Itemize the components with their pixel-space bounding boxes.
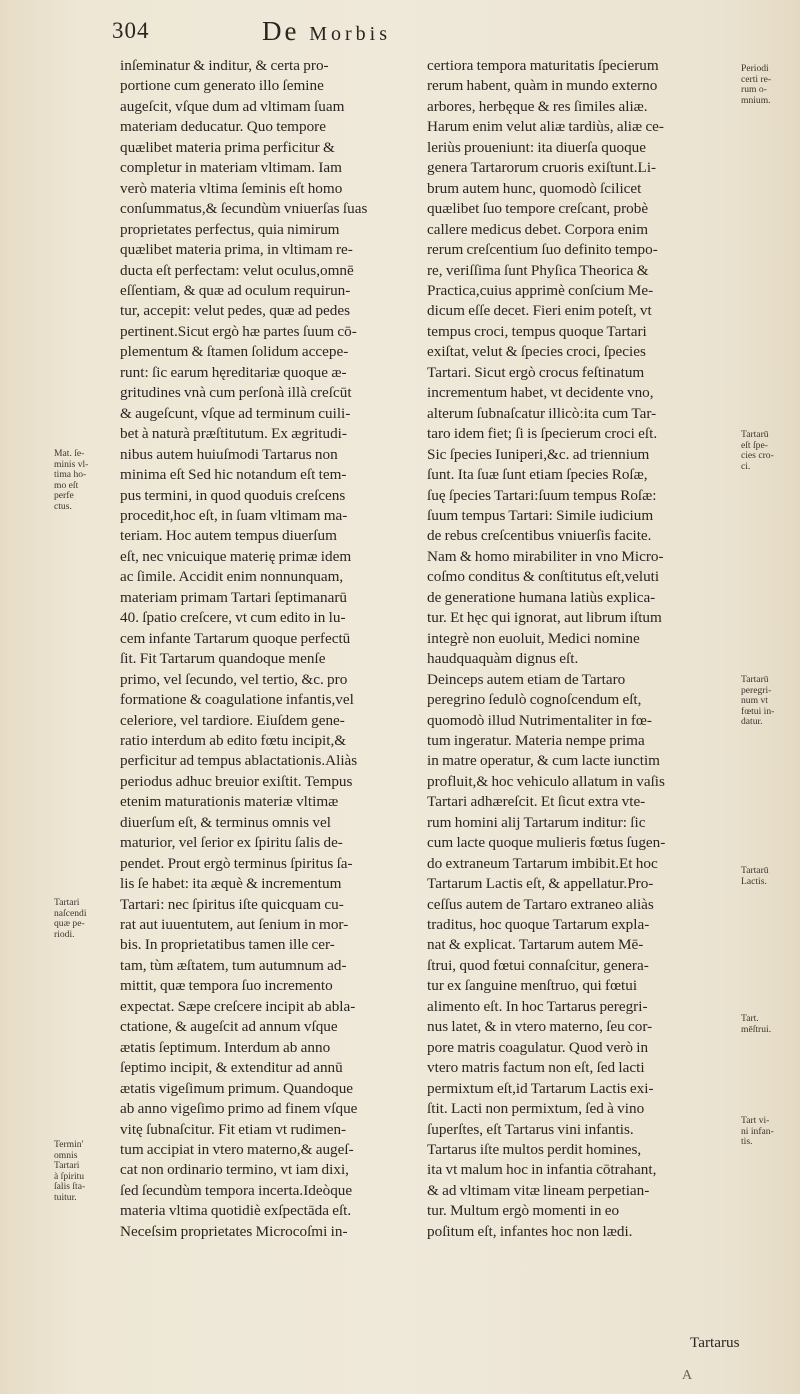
- text-line: materia vltima quotidiè exſpectāda eſt.: [120, 1202, 352, 1220]
- text-line: ac ſimile. Accidit enim nonnunquam,: [120, 568, 344, 586]
- text-line: Practica,cuius apprimè conſcium Me-: [427, 281, 654, 299]
- text-line: ætatis vigeſimum primum. Quandoque: [120, 1079, 354, 1097]
- text-line: tur. Multum ergò momenti in eo: [427, 1202, 620, 1220]
- margin-note-left-3: Termin' omnis Tartari à ſpiritu ſalis ſta- tuitur.: [54, 1139, 86, 1203]
- text-line: quomodò illud Nutrimentaliter in fœ-: [427, 711, 652, 729]
- text-line: lis ſe habet: ita æquè & incrementum: [120, 875, 342, 893]
- text-line: materiam deducatur. Quo tempore: [120, 118, 326, 136]
- text-line: ſtit. Lacti non permixtum, ſed à vino: [427, 1100, 645, 1118]
- text-line: Tartari adhæreſcit. Et ſicut extra vte-: [427, 793, 646, 811]
- text-line: tum ingeratur. Materia nempe prima: [427, 731, 645, 749]
- margin-note-right-5: Tart. mēſtrui.: [741, 1013, 772, 1035]
- catchword: Tartarus: [690, 1334, 740, 1351]
- text-line: tur. Et hęc qui ignorat, aut librum iſtum: [427, 609, 662, 627]
- text-line: leriùs proueniunt: ita diuerſa quoque: [427, 138, 647, 156]
- text-line: gritudines vnà cum perſonà illà creſcūt: [120, 384, 352, 402]
- text-line: vitę ſubnaſcitur. Fit etiam vt rudimen-: [120, 1120, 347, 1138]
- text-line: alimento eſt. In hoc Tartarus peregri-: [427, 997, 648, 1015]
- text-line: bis. In proprietatibus tamen ille cer-: [120, 936, 335, 954]
- text-line: rum homini alij Tartarum inditur: ſic: [427, 813, 646, 831]
- text-line: etenim maturationis materiæ vltimæ: [120, 793, 339, 811]
- text-line: vtero matris factum non eſt, ſed lacti: [427, 1059, 645, 1077]
- text-line: verò materia vltima ſeminis eſt homo: [120, 179, 343, 197]
- text-line: plementum & ſtamen ſolidum accepe-: [120, 343, 349, 361]
- text-line: ſunt. Ita ſuæ ſunt etiam ſpecies Roſæ,: [427, 466, 648, 484]
- text-line: bet à naturà præſtitutum. Ex ægritudi-: [120, 425, 347, 443]
- margin-note-left-1: Mat. ſe- minis vl- tima ho- mo eſt perfe ctus.: [54, 448, 89, 512]
- text-line: eſſentiam, & quæ ad oculum requirun-: [120, 281, 351, 299]
- text-line: proprietates perfectus, quia nimirum: [120, 220, 340, 238]
- text-line: ſed ſecundùm tempora incerta.Ideòque: [120, 1181, 353, 1199]
- text-line: maturior, vel ſerior ex ſpiritu ſalis de-: [120, 834, 343, 852]
- text-line: coſmo conditus & conſtitutus eſt,veluti: [427, 568, 660, 586]
- text-line: integrè non euoluit, Medici nomine: [427, 629, 640, 647]
- text-line: ducta eſt perfectam: velut oculus,omnē: [120, 261, 354, 279]
- text-line: Tartari: nec ſpiritus iſte quicquam cu-: [120, 895, 344, 913]
- text-line: taro idem fiet; ſi is ſpecierum croci eſt.: [427, 425, 658, 443]
- text-line: inſeminatur & inditur, & certa pro-: [120, 57, 329, 74]
- text-line: tum accipiat in vtero materno,& augeſ-: [120, 1141, 354, 1159]
- text-line: quælibet materia prima, in vltimam re-: [120, 241, 353, 259]
- text-line: expectat. Sæpe creſcere incipit ab abla-: [120, 997, 356, 1015]
- text-line: 40. ſpatio creſcere, vt cum edito in lu-: [120, 609, 346, 627]
- margin-note-right-6: Tart vi- ni infan- tis.: [741, 1115, 774, 1147]
- running-title-first: De: [262, 16, 300, 46]
- page-number: 304: [112, 18, 150, 43]
- text-line: eſt, nec vnicuique materię primæ idem: [120, 547, 352, 565]
- text-line: Harum enim velut aliæ tardiùs, aliæ ce-: [427, 118, 664, 136]
- text-line: cum lacte quoque mulieris fœtus ſugen-: [427, 834, 666, 852]
- text-line: teriam. Hoc autem tempus diuerſum: [120, 527, 337, 545]
- text-line: Tartari. Sicut ergò crocus feſtinatum: [427, 363, 645, 381]
- text-line: tur ex ſanguine menſtruo, qui fœtui: [427, 977, 638, 995]
- text-line: conſummatus,& ſecundùm vniuerſas ſuas: [120, 200, 368, 218]
- text-line: procedit,hoc eſt, in ſuam vltimam ma-: [120, 506, 348, 524]
- margin-note-right-3: Tartarū peregri- num vt fœtui in- datur.: [741, 674, 775, 727]
- text-line: pore matris coagulatur. Quod verò in: [427, 1038, 649, 1056]
- text-line: certiora tempora maturitatis ſpecierum: [427, 57, 659, 74]
- text-line: cem infante Tartarum quoque perfectū: [120, 629, 351, 647]
- text-line: callere medicus debet. Corpora enim: [427, 220, 649, 238]
- text-line: minima eſt Sed hic notandum eſt tem-: [120, 466, 347, 484]
- text-line: Tartarus iſte multos perdit homines,: [427, 1141, 642, 1159]
- text-line: pendet. Prout ergò terminus ſpiritus ſa-: [120, 854, 353, 872]
- margin-note-right-2: Tartarū eſt ſpe- cies cro- ci.: [741, 429, 774, 472]
- right-text-column: [427, 56, 732, 1242]
- text-line: ſuum tempus Tartari: Simile iudicium: [427, 506, 654, 524]
- text-line: in matre operatur, & cum lacte iunctim: [427, 752, 660, 770]
- text-line: tam, tùm æſtatem, tum autumnum ad-: [120, 956, 347, 974]
- text-line: & ad vltimam vitæ lineam perpetian-: [427, 1181, 650, 1199]
- text-line: brum autem hunc, quomodò ſcilicet: [427, 179, 642, 197]
- text-line: pus termini, in quod quoduis creſcens: [120, 486, 346, 504]
- text-line: cat non ordinario termino, vt iam dixi,: [120, 1161, 349, 1179]
- text-line: ab anno vigeſimo primo ad finem vſque: [120, 1100, 358, 1118]
- text-line: & augeſcunt, vſque ad terminum cuili-: [120, 404, 351, 422]
- text-line: ſeptimo incipit, & extenditur ad annū: [120, 1059, 343, 1077]
- text-line: perficitur ad tempus ablactationis.Aliàs: [120, 752, 358, 770]
- text-line: Deinceps autem etiam de Tartaro: [427, 670, 626, 688]
- margin-note-left-2: Tartari naſcendi quæ pe- riodi.: [54, 897, 87, 940]
- page-header: [0, 18, 800, 58]
- text-line: nat & explicat. Tartarum autem Mē-: [427, 936, 644, 954]
- text-line: ratio interdum ab edito fœtu incipit,&: [120, 731, 347, 749]
- text-line: ſtrui, quod fœtui connaſcitur, genera-: [427, 956, 649, 974]
- text-line: ctatione, & augeſcit ad annum vſque: [120, 1018, 338, 1036]
- text-line: de rebus creſcentibus vniuerſis facite.: [427, 527, 652, 545]
- text-line: poſitum eſt, infantes hoc non lædi.: [427, 1222, 633, 1240]
- text-line: mittit, quæ tempora ſuo incremento: [120, 977, 333, 995]
- text-line: ſuperſtes, eſt Tartarus vini infantis.: [427, 1120, 634, 1138]
- text-line: ita vt malum hoc in infantia cōtrahant,: [427, 1161, 657, 1179]
- running-title-rest: Morbis: [309, 23, 392, 45]
- footer-mark: A: [682, 1368, 693, 1383]
- text-line: rerum habent, quàm in mundo externo: [427, 77, 658, 95]
- running-title: [262, 16, 391, 47]
- text-line: quælibet materia prima perficitur &: [120, 138, 335, 156]
- text-line: haudquaquàm dignus eſt.: [427, 650, 579, 668]
- text-line: tempus croci, tempus quoque Tartari: [427, 322, 647, 340]
- text-line: quælibet ſuo tempore creſcant, probè: [427, 200, 649, 218]
- text-line: re, veriſſima ſunt Phyſica Theorica &: [427, 261, 649, 279]
- text-line: de generatione humana latiùs explica-: [427, 588, 656, 606]
- text-line: ceſſus autem de Tartaro extraneo aliàs: [427, 895, 654, 913]
- text-line: dicum eſſe decet. Fieri enim poteſt, vt: [427, 302, 652, 320]
- text-line: primo, vel ſecundo, vel tertio, &c. pro: [120, 670, 348, 688]
- text-line: Nam & homo mirabiliter in vno Micro-: [427, 547, 664, 565]
- text-line: rat aut iuuentutem, aut ſenium in mor-: [120, 916, 349, 934]
- text-line: materiam primam Tartari ſeptimanarū: [120, 588, 347, 606]
- text-line: periodus adhuc breuior exiſtit. Tempus: [120, 772, 353, 790]
- text-line: ſuę ſpecies Tartari:ſuum tempus Roſæ:: [427, 486, 657, 504]
- text-line: formatione & coagulatione infantis,vel: [120, 691, 354, 709]
- text-line: rerum creſcentium ſuo definito tempo-: [427, 241, 658, 259]
- text-line: Sic ſpecies Iuniperi,&c. ad triennium: [427, 445, 650, 463]
- text-line: peregrino ſedulò cognoſcendum eſt,: [427, 691, 642, 709]
- text-line: Neceſsim proprietates Microcoſmi in-: [120, 1222, 348, 1240]
- left-text-column: [120, 56, 420, 1242]
- text-line: exiſtat, velut & ſpecies croci, ſpecies: [427, 343, 646, 361]
- text-line: genera Tartarorum cruoris exiſtunt.Li-: [427, 159, 657, 177]
- text-line: ſit. Fit Tartarum quandoque menſe: [120, 650, 326, 668]
- text-line: diuerſum eſt, & terminus omnis vel: [120, 813, 331, 831]
- text-line: portione cum generato illo ſemine: [120, 77, 324, 95]
- text-line: celeriore, vel tardiore. Eiuſdem gene-: [120, 711, 345, 729]
- text-line: traditus, hoc quoque Tartarum expla-: [427, 916, 650, 934]
- text-line: profluit,& hoc vehiculo allatum in vaſis: [427, 772, 665, 790]
- text-line: alterum ſubnaſcatur illicò:ita cum Tar-: [427, 404, 657, 422]
- margin-note-right-1: Periodi certi re- rum o- mnium.: [741, 63, 772, 106]
- text-line: nus latet, & in vtero materno, ſeu cor-: [427, 1018, 653, 1036]
- text-line: runt: ſic earum hęreditariæ quoque æ-: [120, 363, 347, 381]
- text-line: permixtum eſt,id Tartarum Lactis exi-: [427, 1079, 654, 1097]
- text-line: completur in materiam vltimam. Iam: [120, 159, 342, 177]
- margin-note-right-4: Tartarū Lactis.: [741, 865, 769, 887]
- text-line: augeſcit, vſque dum ad vltimam ſuam: [120, 97, 345, 115]
- text-line: nibus autem huiuſmodi Tartarus non: [120, 445, 338, 463]
- text-line: arbores, herbęque & res ſimiles aliæ.: [427, 97, 648, 115]
- text-line: ætatis ſeptimum. Interdum ab anno: [120, 1038, 331, 1056]
- text-line: pertinent.Sicut ergò hæ partes ſuum cō-: [120, 322, 357, 340]
- text-line: tur, accepit: velut pedes, quæ ad pedes: [120, 302, 351, 320]
- text-line: incrementum habet, vt decidente vno,: [427, 384, 654, 402]
- text-line: do extraneum Tartarum imbibit.Et hoc: [427, 854, 658, 872]
- text-line: Tartarum Lactis eſt, & appellatur.Pro-: [427, 875, 654, 893]
